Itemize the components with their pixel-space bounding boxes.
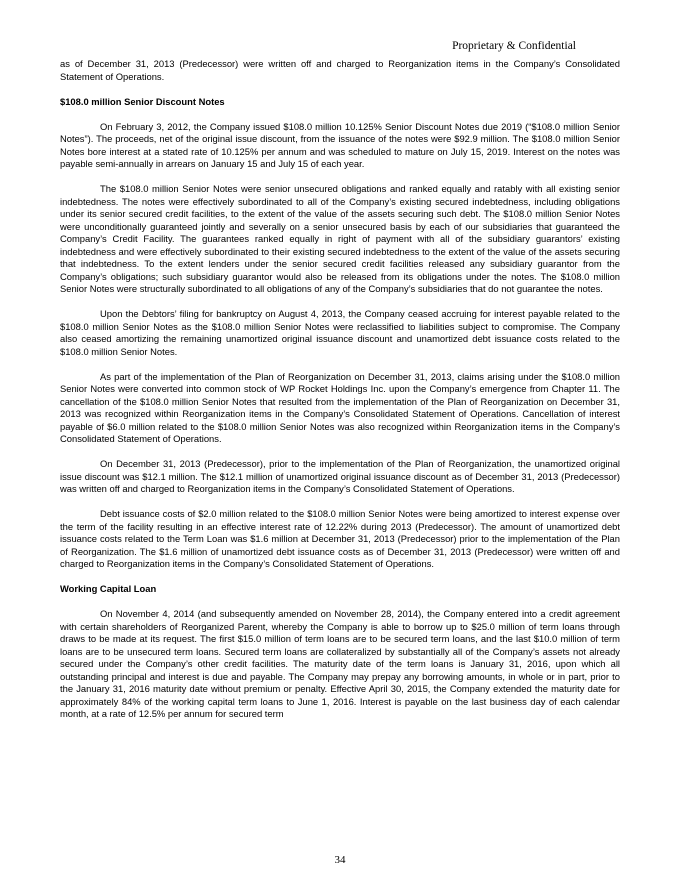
paragraph: The $108.0 million Senior Notes were senior unsecured obligations and ranked equally and ratably with all existing senior indebtedness. The notes were effectively subordinated to all of the Company’s existing secured indebtedness, including obligations under its senior secured credit facilities, to the extent of the value of the assets securing such debt. The $108.0 million Senior Notes were unconditionally guaranteed jointly and severally on a senior unsecured basis by each of our subsidiaries that guaranteed the Company’s Credit Facility. The guarantees ranked equally in right of payment with all of the subsidiary guarantors’ existing indebtedness and were effectively subordinated to their existing secured indebtedness to the extent of the value of the assets securing that indebtedness. To the extent lenders under the senior secured credit facilities released any subsidiary guarantor from the Company’s obligations; such subsidiary guarantor would also be released from its obligations under the notes. The $108.0 million Senior Notes were structurally subordinated to all obligations of any of the Company’s subsidiaries that do not guarantee the notes. [60, 183, 620, 294]
paragraph: On December 31, 2013 (Predecessor), prior to the implementation of the Plan of Reorganization, the unamortized original issue discount was $12.1 million. The $12.1 million of unamortized original issuance discount as of December 31, 2013 (Predecessor) was written off and charged to Reorganization items in the Company’s Consolidated Statement of Operations. [60, 458, 620, 494]
section-heading-senior-discount-notes: $108.0 million Senior Discount Notes [60, 95, 225, 107]
paragraph: Debt issuance costs of $2.0 million related to the $108.0 million Senior Notes were being amortized to interest expense over the term of the facility resulting in an effective interest rate of 12.22% during 2013 (Predecessor). The amount of unamortized debt issuance costs related to the Term Loan was $1.6 million at December 31, 2013 (Predecessor) prior to the implementation of the Plan of Reorganization. The $1.6 million of unamortized debt issuance costs as of December 31, 2013 (Predecessor) were written off and charged to Reorganization items in the Company’s Consolidated Statement of Operations. [60, 508, 620, 569]
page-number: 34 [334, 854, 346, 866]
intro-paragraph: as of December 31, 2013 (Predecessor) were written off and charged to Reorganization items in the Company’s Consolidated Statement of Operations. [60, 58, 620, 82]
paragraph: On November 4, 2014 (and subsequently amended on November 28, 2014), the Company entered into a credit agreement with certain shareholders of Reorganized Parent, whereby the Company is able to borrow up to $25.0 million of term loans through draws to be made at its request. The first $15.0 million of term loans are to be secured term loans, and the last $10.0 million of term loans are to be unsecured term loans. Secured term loans are collateralized by substantially all of the Company’s assets not already secured under the Company’s other credit facilities. The maturity date of the term loans is January 31, 2016, upon which all outstanding principal and interest is due and payable. The Company may prepay any borrowing amounts, in whole or in part, prior to the January 31, 2016 maturity date without premium or penalty. Effective April 30, 2015, the Company extended the maturity date for approximately 84% of the working capital term loans to June 1, 2016. Interest is payable on the last business day of each calendar month, at a rate of 12.5% per annum for secured term [60, 608, 620, 719]
paragraph: As part of the implementation of the Plan of Reorganization on December 31, 2013, claims arising under the $108.0 million Senior Notes were converted into common stock of WP Rocket Holdings Inc. upon the Company’s emergence from Chapter 11. The cancellation of the $108.0 million Senior Notes that resulted from the implementation of the Plan of Reorganization on December 31, 2013 was recognized within Reorganization items in the Company’s Consolidated Statement of Operations. Cancellation of interest payable of $6.0 million related to the $108.0 million Senior Notes was also recognized within Reorganization items in the Company’s Consolidated Statement of Operations. [60, 370, 620, 444]
confidential-header: Proprietary & Confidential [452, 40, 576, 52]
paragraph: On February 3, 2012, the Company issued $108.0 million 10.125% Senior Discount Notes due 2019 (“$108.0 million Senior Notes”). The proceeds, net of the original issue discount, from the issuance of the notes were $92.9 million. The $108.0 million Senior Notes bore interest at a stated rate of 10.125% per annum and was scheduled to mature on July 15, 2019. Interest on the notes was payable semi-annually in arrears on January 15 and July 15 of each year. [60, 120, 620, 169]
document-body [60, 58, 620, 733]
paragraph: Upon the Debtors’ filing for bankruptcy on August 4, 2013, the Company ceased accruing for interest payable related to the $108.0 million Senior Notes as the $108.0 million Senior Notes were reclassified to liabilities subject to compromise. The Company also ceased amortizing the remaining unamortized original issuance discount and unamortized debt issuance costs related to the $108.0 million Senior Notes. [60, 308, 620, 357]
section-heading-working-capital-loan: Working Capital Loan [60, 583, 157, 594]
